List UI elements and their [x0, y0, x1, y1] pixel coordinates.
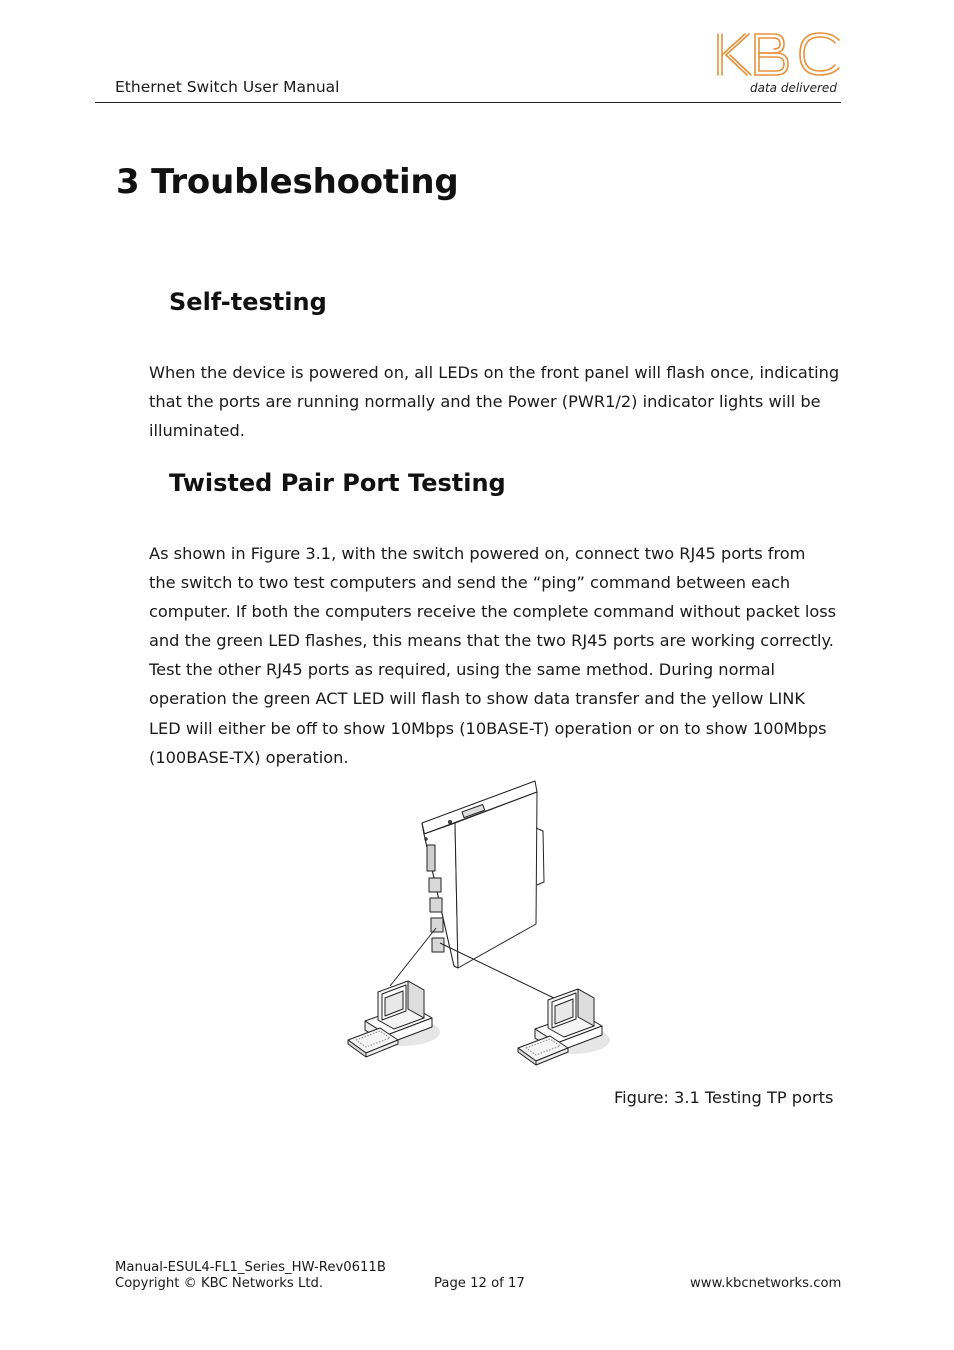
footer-copyright: Copyright © KBC Networks Ltd.: [115, 1276, 324, 1291]
power-connector: [427, 845, 435, 871]
footer-page-number: Page 12 of 17: [434, 1276, 525, 1291]
header-title: Ethernet Switch User Manual: [115, 78, 340, 96]
kbc-logo-mark: [712, 28, 844, 78]
kbc-logo: [712, 28, 844, 100]
figure-caption: Figure: 3.1 Testing TP ports: [614, 1088, 834, 1107]
footer-doc-id: Manual-ESUL4-FL1_Series_HW-Rev0611B: [115, 1260, 386, 1275]
paragraph-line: the switch to two test computers and send the “ping” command between each: [149, 573, 791, 593]
switch-side: [455, 792, 537, 968]
test-computer-left: [348, 981, 440, 1057]
section-heading-self-testing: Self-testing: [169, 288, 327, 316]
cable-right: [440, 943, 558, 1000]
paragraph-line: When the device is powered on, all LEDs on the front panel will flash once, indicating: [149, 363, 840, 382]
test-computer-right: [518, 989, 610, 1065]
section-heading-twisted-pair: Twisted Pair Port Testing: [169, 469, 506, 497]
header-rule: [95, 102, 841, 103]
paragraph-line: that the ports are running normally and the Power (PWR1/2) indicator lights will be: [149, 392, 821, 412]
section-body-self-testing: [149, 358, 849, 445]
paragraph-line: and the green LED flashes, this means that the two RJ45 ports are working correctly.: [149, 631, 834, 651]
paragraph-line: Test the other RJ45 ports as required, using the same method. During normal: [149, 660, 776, 680]
paragraph-line: computer. If both the computers receive the complete command without packet loss: [149, 602, 837, 622]
figure-switch-testing-diagram: [340, 778, 610, 1072]
rj45-port: [432, 938, 444, 952]
paragraph-line: operation the green ACT LED will flash to show data transfer and the yellow LINK: [149, 689, 805, 709]
logo-tagline: data delivered: [750, 81, 837, 95]
section-body-twisted-pair: [149, 539, 849, 772]
chapter-title: 3 Troubleshooting: [116, 162, 459, 202]
led-indicator: [449, 821, 452, 824]
paragraph-line: LED will either be off to show 10Mbps (10BASE-T) operation or on to show 100Mbps: [149, 718, 827, 738]
switch-and-computers-illustration: [340, 778, 610, 1072]
footer-website: www.kbcnetworks.com: [690, 1276, 842, 1291]
paragraph-line: illuminated.: [149, 421, 245, 441]
rj45-port: [431, 918, 443, 932]
paragraph-line: (100BASE-TX) operation.: [149, 747, 349, 767]
paragraph-line: As shown in Figure 3.1, with the switch powered on, connect two RJ45 ports from: [149, 544, 806, 563]
rj45-port: [429, 878, 441, 892]
din-rail-clip: [536, 828, 544, 885]
cable-left: [390, 928, 436, 986]
led-indicator: [425, 838, 427, 840]
rj45-port: [430, 898, 442, 912]
